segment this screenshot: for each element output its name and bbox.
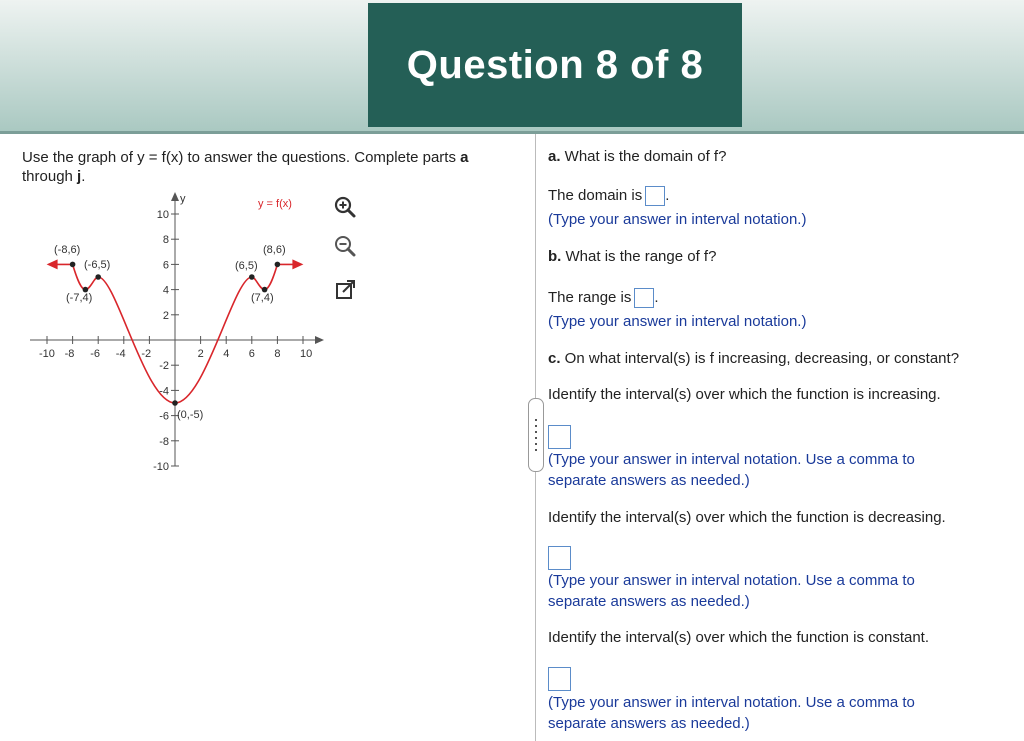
instructions-text-2: through xyxy=(22,168,78,185)
popout-icon[interactable] xyxy=(333,277,359,303)
left-end-arrow xyxy=(47,259,58,269)
point-label: (7,4) xyxy=(251,292,274,304)
key-point xyxy=(172,400,178,406)
constant-hint xyxy=(548,692,915,734)
question-c-label: c. xyxy=(548,350,561,367)
point-label: (-8,6) xyxy=(54,244,81,256)
key-point xyxy=(95,274,101,280)
increasing-prompt: Identify the interval(s) over which the function is increasing. xyxy=(548,386,941,403)
range-input[interactable] xyxy=(634,288,654,308)
point-label: (6,5) xyxy=(235,260,258,272)
x-tick-label: -4 xyxy=(115,348,126,360)
range-row: The range is . xyxy=(548,288,659,308)
decreasing-hint-line2: separate answers as needed.) xyxy=(548,593,750,610)
y-tick-label: 10 xyxy=(156,209,169,221)
increasing-hint xyxy=(548,449,915,491)
y-tick-label: 2 xyxy=(162,309,169,322)
key-point xyxy=(249,274,255,280)
key-point xyxy=(275,262,281,268)
y-tick-label: 8 xyxy=(162,234,169,247)
point-label: (-7,4) xyxy=(66,292,93,304)
x-tick-label: -10 xyxy=(39,348,55,360)
instructions-part-j: j xyxy=(77,168,82,185)
zoom-in-icon[interactable] xyxy=(332,194,358,220)
decreasing-hint xyxy=(548,570,915,612)
instructions-part-a: a xyxy=(460,149,469,166)
constant-hint-line2: separate answers as needed.) xyxy=(548,715,750,732)
question-title: Question 8 of 8 xyxy=(406,42,704,87)
point-label: (0,-5) xyxy=(177,409,204,421)
question-a-text: What is the domain of f? xyxy=(560,148,727,165)
question-b-label: b. xyxy=(548,248,562,265)
instructions-text: Use the graph of y = f(x) to answer the questions. Complete parts xyxy=(22,149,461,166)
question-b xyxy=(548,248,716,265)
x-tick-label: -8 xyxy=(64,348,75,360)
y-axis-label: y xyxy=(180,193,186,205)
y-tick-label: 4 xyxy=(162,284,169,297)
y-axis-arrow xyxy=(171,192,179,201)
function-label: y = f(x) xyxy=(258,198,292,210)
x-axis-arrow xyxy=(315,336,324,344)
x-tick-label: -6 xyxy=(90,348,100,360)
increasing-hint-line1: (Type your answer in interval notation. Use a comma to xyxy=(548,451,915,468)
function-graph xyxy=(30,190,330,480)
zoom-out-icon[interactable] xyxy=(332,233,358,259)
increasing-hint-line2: separate answers as needed.) xyxy=(548,472,750,489)
domain-prefix: The domain is xyxy=(548,186,643,204)
x-tick-label: 4 xyxy=(223,348,230,360)
question-a xyxy=(548,148,726,165)
x-tick-label: 6 xyxy=(248,348,255,360)
domain-input[interactable] xyxy=(645,186,665,206)
x-tick-label: 10 xyxy=(300,348,313,360)
y-tick-label: -4 xyxy=(159,385,169,398)
point-label: (-6,5) xyxy=(84,259,111,271)
constant-prompt: Identify the interval(s) over which the function is constant. xyxy=(548,629,930,646)
question-a-label: a. xyxy=(548,148,561,165)
decreasing-prompt: Identify the interval(s) over which the function is decreasing. xyxy=(548,509,946,526)
y-tick-label: -8 xyxy=(159,435,169,448)
key-point xyxy=(70,262,76,268)
y-tick-label: 6 xyxy=(162,259,169,272)
constant-hint-line1: (Type your answer in interval notation. Use a comma to xyxy=(548,694,915,711)
increasing-input[interactable] xyxy=(548,425,571,449)
constant-input[interactable] xyxy=(548,667,571,691)
range-prefix: The range is xyxy=(548,288,632,306)
y-tick-label: -10 xyxy=(153,461,169,473)
domain-row: The domain is . xyxy=(548,186,669,206)
decreasing-hint-line1: (Type your answer in interval notation. Use a comma to xyxy=(548,572,915,589)
domain-hint: (Type your answer in interval notation.) xyxy=(548,211,807,228)
range-hint: (Type your answer in interval notation.) xyxy=(548,313,807,330)
instructions-period: . xyxy=(81,168,86,185)
right-end-arrow xyxy=(292,259,303,269)
y-tick-label: -6 xyxy=(159,410,169,423)
decreasing-input[interactable] xyxy=(548,546,571,570)
x-tick-label: 8 xyxy=(274,348,281,360)
question-title-box xyxy=(368,3,742,127)
instructions xyxy=(22,148,522,186)
point-label: (8,6) xyxy=(263,244,286,256)
pane-resize-handle[interactable] xyxy=(528,398,544,472)
question-c xyxy=(548,350,959,367)
question-b-text: What is the range of f? xyxy=(561,248,717,265)
question-c-text: On what interval(s) is f increasing, decreasing, or constant? xyxy=(560,350,960,367)
x-tick-label: 2 xyxy=(197,348,204,360)
x-tick-label: -2 xyxy=(141,348,152,360)
y-tick-label: -2 xyxy=(159,360,169,373)
